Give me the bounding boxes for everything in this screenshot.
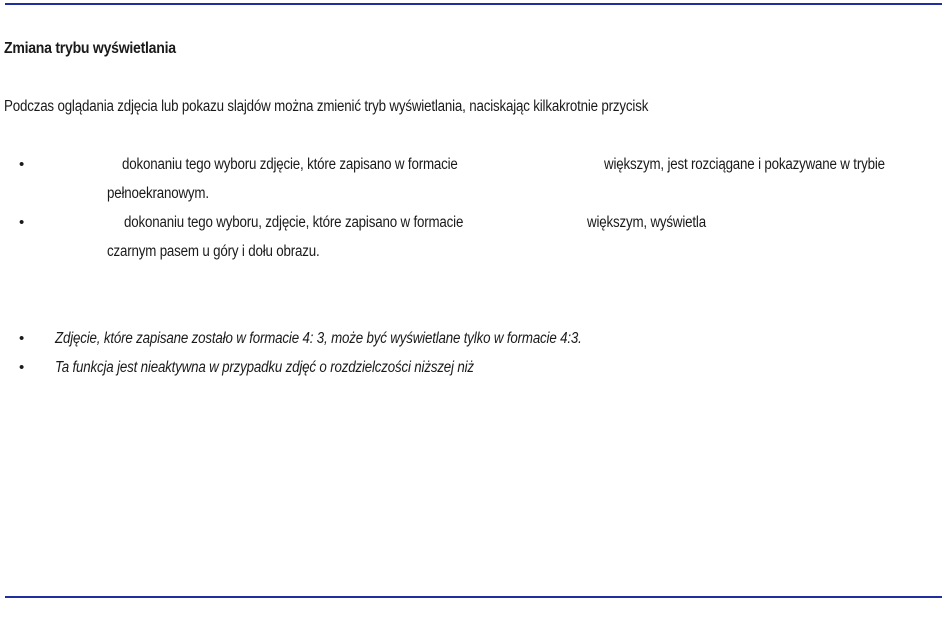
list-item-1-line1-part2: większym, jest rozciągane i pokazywane w trybie xyxy=(604,156,885,173)
top-divider xyxy=(5,3,942,5)
bullet-marker: • xyxy=(19,156,25,173)
list-item-1-line2: pełnoekranowym. xyxy=(107,185,209,202)
bullet-marker: • xyxy=(19,214,25,231)
list-item-2-line2: czarnym pasem u góry i dołu obrazu. xyxy=(107,243,320,260)
list-item-2-line1-part2: większym, wyświetla xyxy=(587,214,706,231)
intro-paragraph: Podczas oglądania zdjęcia lub pokazu slajdów można zmienić tryb wyświetlania, naciskając kilkakrotnie przycisk xyxy=(4,98,649,115)
section-heading: Zmiana trybu wyświetlania xyxy=(4,40,176,57)
list-item-2-line1-part1: dokonaniu tego wyboru, zdjęcie, które zapisano w formacie xyxy=(124,214,464,231)
note-1: Zdjęcie, które zapisane zostało w formacie 4: 3, może być wyświetlane tylko w formacie 4:3. xyxy=(55,330,582,347)
bullet-marker: • xyxy=(19,359,25,376)
list-item-1-line1-part1: dokonaniu tego wyboru zdjęcie, które zapisano w formacie xyxy=(122,156,458,173)
bottom-divider xyxy=(5,596,942,598)
bullet-marker: • xyxy=(19,330,25,347)
note-2: Ta funkcja jest nieaktywna w przypadku zdjęć o rozdzielczości niższej niż xyxy=(55,359,474,376)
